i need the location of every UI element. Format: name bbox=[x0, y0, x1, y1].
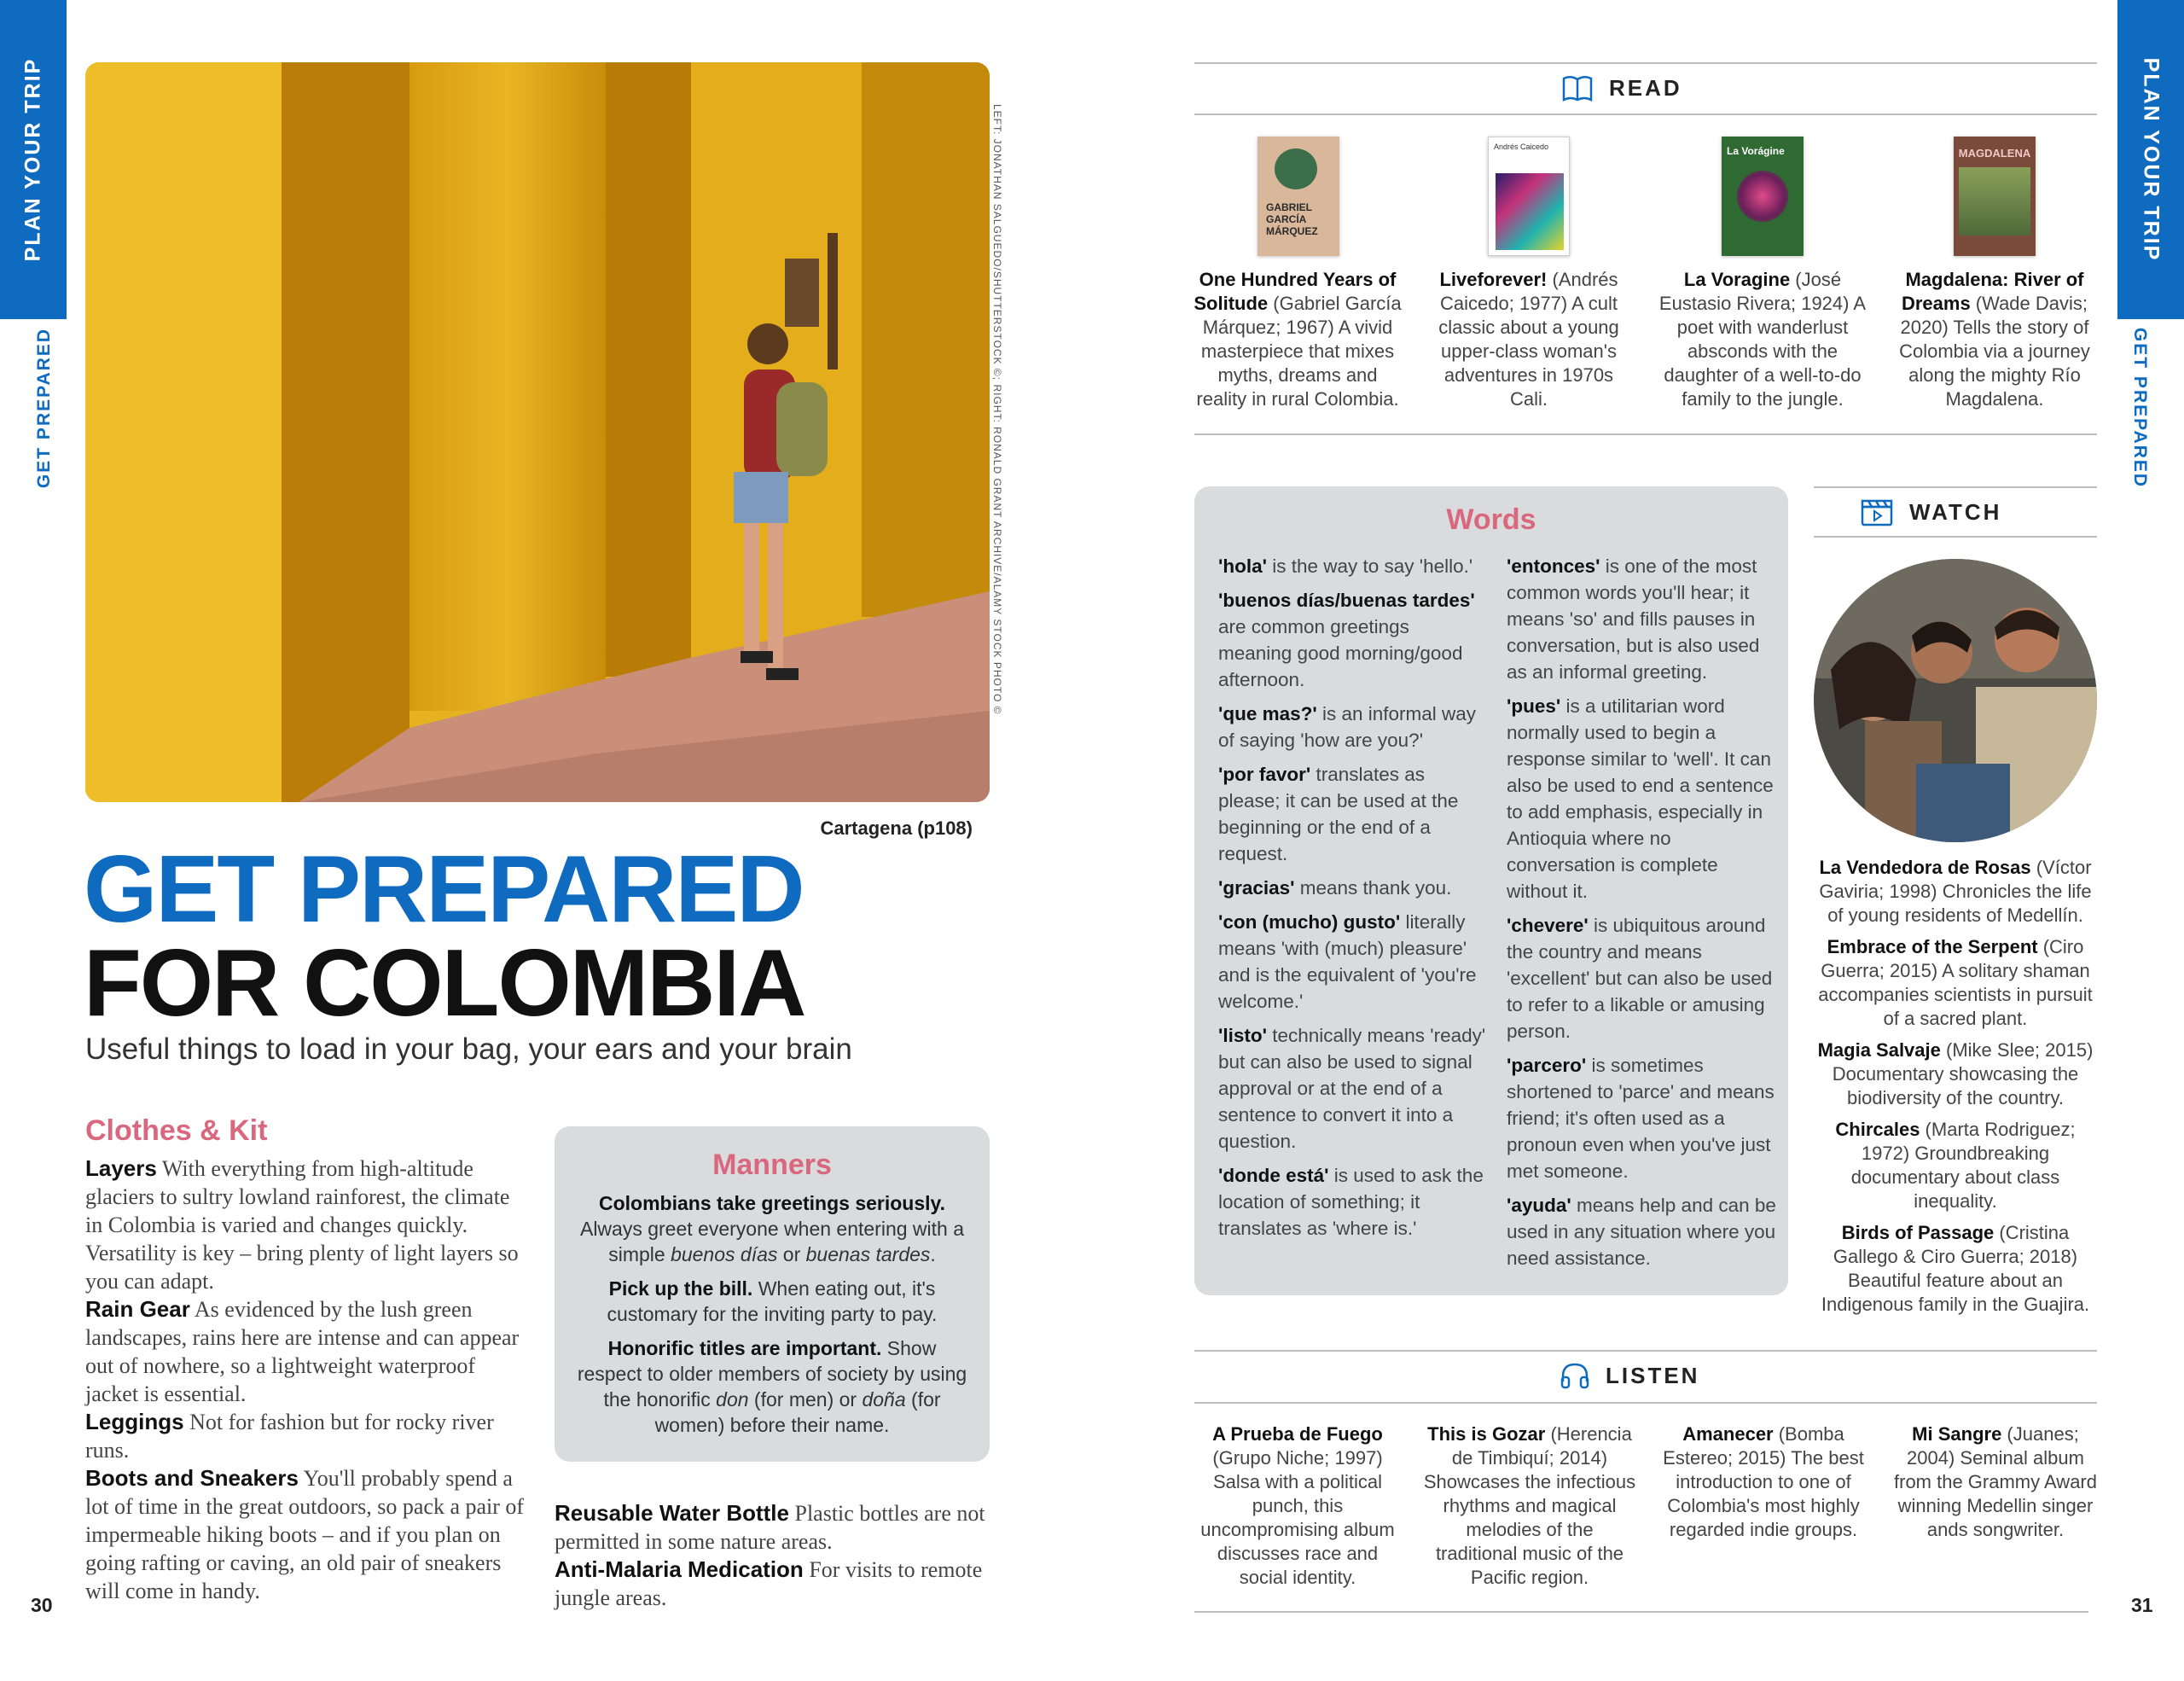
word-entry: 'chevere' is ubiquitous around the country and means 'excellent' but can also be used to refer to a likable or amusing person. bbox=[1507, 915, 1773, 1042]
listen-top-rule bbox=[1194, 1350, 2097, 1352]
album-entry: Amanecer (Bomba Estereo; 2015) The best introduction to one of Colombia's most highly regarded indie groups. bbox=[1663, 1423, 1864, 1540]
word-entry: 'por favor' translates as please; it can be used at the beginning or the end of a request. bbox=[1218, 764, 1459, 864]
film-entry: Embrace of the Serpent (Ciro Guerra; 2015) A solitary shaman accompanies scientists in pursuit of a sacred plant. bbox=[1818, 936, 2093, 1029]
word-entry: 'pues' is a utilitarian word normally used to begin a response similar to 'well'. It can also be used to end a sentence to add emphasis, especially in Antioquia where no conversation is complete without it. bbox=[1507, 695, 1774, 902]
watch-top-rule bbox=[1814, 486, 2097, 488]
page-number-right: 31 bbox=[2131, 1594, 2153, 1616]
film-still-photo bbox=[1814, 559, 2097, 842]
read-header-rule bbox=[1194, 113, 2097, 115]
watch-header bbox=[1860, 497, 2001, 526]
words-column-left bbox=[1218, 553, 1488, 1249]
word-entry: 'que mas?' is an informal way of saying 'how are you?' bbox=[1218, 703, 1477, 751]
book-cover: MAGDALENA bbox=[1954, 137, 2036, 256]
film-entry: Birds of Passage (Cristina Gallego & Ciro Guerra; 2018) Beautiful feature about an Indigenous family in the Guajira. bbox=[1821, 1222, 2090, 1315]
open-book-icon bbox=[1561, 73, 1594, 102]
manners-heading: Manners bbox=[712, 1149, 832, 1181]
book-caption: La Voragine (José Eustasio Rivera; 1924) A poet with wanderlust absconds with the daughter of a well-to-do family to the jungle. bbox=[1658, 269, 1867, 410]
plan-your-trip-tab-left bbox=[0, 0, 67, 319]
word-entry: 'entonces' is one of the most common words you'll hear; it means 'so' and fills pauses in conversation, but is also used as an informal greeting. bbox=[1507, 555, 1760, 683]
read-heading: READ bbox=[1609, 74, 1682, 101]
clothes-item: Leggings Not for fashion but for rocky river runs. bbox=[85, 1409, 494, 1463]
word-entry: 'con (mucho) gusto' literally means 'with (much) pleasure' and is the equivalent of 'you're welcome.' bbox=[1218, 911, 1477, 1012]
book-cover: La Vorágine bbox=[1722, 137, 1804, 256]
listen-heading: LISTEN bbox=[1606, 1362, 1700, 1388]
word-entry: 'listo' technically means 'ready' but can also be used to signal approval or at the end of a sentence to convert it into a question. bbox=[1218, 1025, 1486, 1152]
read-bottom-rule bbox=[1194, 433, 2097, 435]
clapperboard-icon bbox=[1860, 497, 1894, 526]
words-box bbox=[1194, 486, 1788, 1295]
word-entry: 'ayuda' means help and can be used in any situation where you need assistance. bbox=[1507, 1195, 1776, 1269]
album-entry: This is Gozar (Herencia de Timbiquí; 2014) Showcases the infectious rhythms and magical melodies of the traditional music of the Pacific region. bbox=[1423, 1423, 1636, 1588]
headline-line-1: GET PREPARED bbox=[84, 836, 804, 942]
clothes-item: Boots and Sneakers You'll probably spend a lot of time in the great outdoors, so pack a pair of impermeable hiking boots – and if you plan on going rafting or caving, an old pair of sneakers will come in handy. bbox=[85, 1465, 525, 1603]
film-entry: Magia Salvaje (Mike Slee; 2015) Documentary showcasing the biodiversity of the country. bbox=[1817, 1039, 2094, 1108]
watch-list bbox=[1814, 856, 2097, 1324]
listen-header bbox=[1560, 1361, 1699, 1390]
clothes-item: Anti-Malaria Medication For visits to remote jungle areas. bbox=[555, 1556, 983, 1610]
album-entry: A Prueba de Fuego (Grupo Niche; 1997) Salsa with a political punch, this uncompromising album discusses race and social identity. bbox=[1200, 1423, 1395, 1588]
clothes-extra bbox=[555, 1499, 998, 1612]
clothes-item: Layers With everything from high-altitude glaciers to sultry lowland rainforest, the climate in Colombia is varied and changes quickly. Versatility is key – bring plenty of light layers so you can adapt. bbox=[85, 1155, 519, 1294]
watch-header-rule bbox=[1814, 536, 2097, 538]
words-heading: Words bbox=[1446, 503, 1536, 536]
word-entry: 'donde está' is used to ask the location of something; it translates as 'where is.' bbox=[1218, 1165, 1484, 1239]
film-entry: La Vendedora de Rosas (Víctor Gaviria; 1998) Chronicles the life of young residents of Medellín. bbox=[1819, 857, 2092, 926]
watch-heading: WATCH bbox=[1909, 498, 2002, 525]
book-cover: GABRIEL GARCÍA MÁRQUEZ bbox=[1258, 137, 1339, 256]
clothes-item: Rain Gear As evidenced by the lush green landscapes, rains here are intense and can appear out of nowhere, so a lightweight waterproof jacket is essential. bbox=[85, 1296, 520, 1406]
manners-item: Colombians take greetings seriously. Always greet everyone when entering with a simple buenos días or buenas tardes. bbox=[579, 1192, 965, 1265]
words-column-right bbox=[1507, 553, 1776, 1279]
cartagena-photo bbox=[85, 62, 990, 802]
word-entry: 'buenos días/buenas tardes' are common greetings meaning good morning/good afternoon. bbox=[1218, 590, 1475, 690]
manners-box bbox=[555, 1126, 990, 1462]
listen-header-rule bbox=[1194, 1402, 2097, 1404]
manners-item: Pick up the bill. When eating out, it's customary for the inviting party to pay. bbox=[607, 1277, 938, 1325]
section-label-right: GET PREPARED bbox=[2130, 327, 2150, 489]
page-number-left: 30 bbox=[31, 1594, 53, 1616]
book-cover: Andrés Caicedo bbox=[1488, 137, 1570, 256]
word-entry: 'gracias' means thank you. bbox=[1218, 877, 1452, 899]
photo-credit: LEFT: JONATHAN SALGUEDO/SHUTTERSTOCK ©; RIGHT: RONALD GRANT ARCHIVE/ALAMY STOCK PHOTO © bbox=[991, 104, 1003, 715]
photo-caption: Cartagena (p108) bbox=[820, 817, 973, 839]
manners-item: Honorific titles are important. Show respect to older members of society by using the honorific don (for men) or doña (for women) before their name. bbox=[577, 1337, 967, 1436]
clothes-kit-heading: Clothes & Kit bbox=[85, 1114, 268, 1147]
film-entry: Chircales (Marta Rodriguez; 1972) Groundbreaking documentary about class inequality. bbox=[1835, 1119, 2076, 1212]
word-entry: 'parcero' is sometimes shortened to 'parce' and means friend; it's often used as a pronoun even when you've just met someone. bbox=[1507, 1055, 1774, 1182]
book-caption: Liveforever! (Andrés Caicedo; 1977) A cult classic about a young upper-class woman's adventures in 1970s Cali. bbox=[1438, 269, 1619, 410]
clothes-kit-section bbox=[85, 1114, 529, 1605]
read-header bbox=[1561, 73, 1682, 102]
read-top-rule bbox=[1194, 62, 2097, 64]
headline-subtitle: Useful things to load in your bag, your ears and your brain bbox=[85, 1032, 852, 1066]
listen-bottom-rule bbox=[1194, 1611, 2088, 1613]
tab-label-right: PLAN YOUR TRIP bbox=[2139, 57, 2164, 262]
plan-your-trip-tab-right bbox=[2117, 0, 2184, 319]
section-label-left: GET PREPARED bbox=[34, 327, 54, 489]
tab-label-left: PLAN YOUR TRIP bbox=[20, 57, 45, 262]
headphones-icon bbox=[1560, 1361, 1590, 1390]
clothes-item: Reusable Water Bottle Plastic bottles are not permitted in some nature areas. bbox=[555, 1500, 985, 1554]
word-entry: 'hola' is the way to say 'hello.' bbox=[1218, 555, 1473, 577]
album-entry: Mi Sangre (Juanes; 2004) Seminal album from the Grammy Award winning Medellin singer ands songwriter. bbox=[1894, 1423, 2097, 1540]
headline-line-2: FOR COLOMBIA bbox=[84, 930, 805, 1036]
book-caption: Magdalena: River of Dreams (Wade Davis; 2020) Tells the story of Colombia via a journey along the mighty Río Magdalena. bbox=[1899, 269, 2090, 410]
book-caption: One Hundred Years of Solitude (Gabriel García Márquez; 1967) A vivid masterpiece that mixes myths, dreams and reality in rural Colombia. bbox=[1194, 269, 1402, 410]
